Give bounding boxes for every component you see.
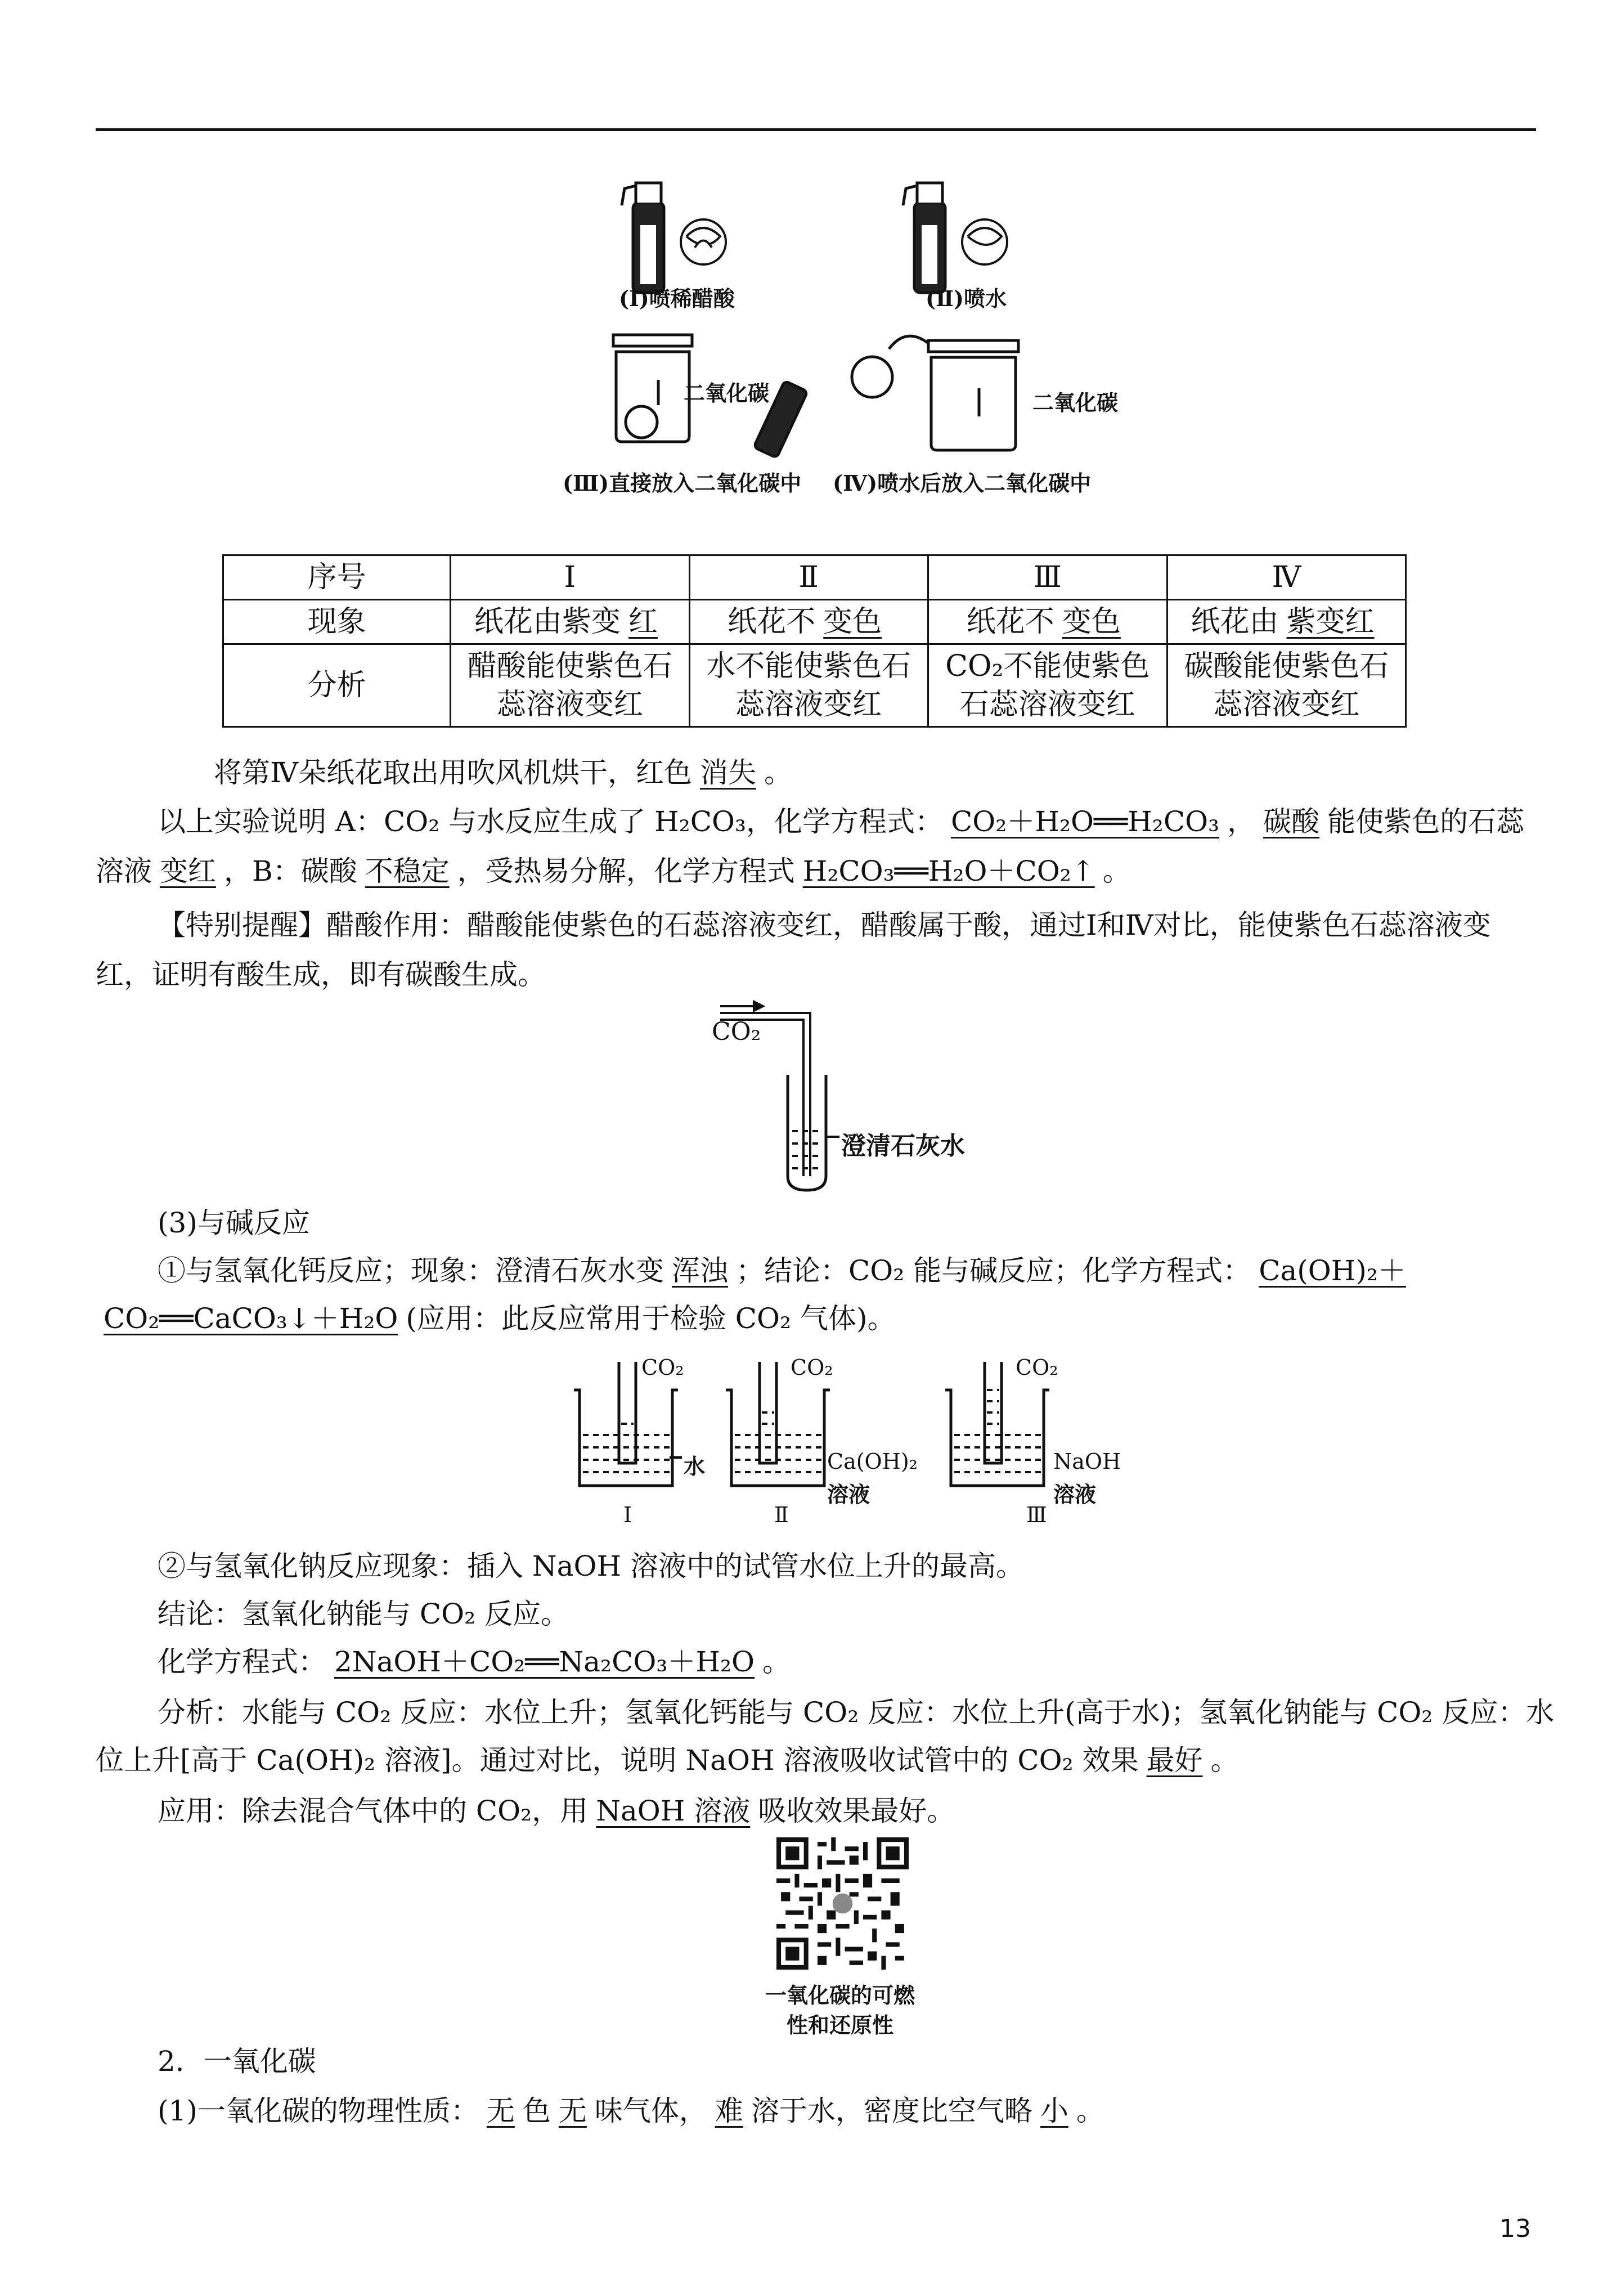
gas-jar-icon	[928, 340, 1018, 450]
answer-text: 浑浊	[672, 1254, 728, 1287]
flower-icon	[681, 219, 726, 264]
cell-text: 纸花由	[1191, 605, 1279, 639]
paragraph: 结论：氢氧化钠能与 CO₂ 反应。	[158, 1598, 569, 1630]
co2-label: CO₂	[791, 1355, 833, 1380]
text: 吸收效果最好。	[758, 1795, 955, 1827]
paragraph	[96, 853, 1131, 890]
arrow-icon	[720, 1002, 763, 1011]
flower-spray-icon	[754, 336, 928, 458]
figure-caption-1: (Ⅰ)喷稀醋酸	[619, 286, 735, 311]
text: (1)一氧化碳的物理性质：	[158, 2095, 479, 2127]
gas-label: 二氧化碳	[1032, 390, 1119, 415]
flower-experiment-figure	[591, 163, 1125, 506]
gas-jar-icon	[613, 335, 692, 442]
text: 色	[522, 2095, 551, 2127]
table-row	[223, 555, 1406, 600]
flower-icon	[962, 219, 1007, 264]
gas-label: 二氧化碳	[684, 380, 770, 406]
answer-text: 变红	[160, 855, 216, 887]
table-cell	[451, 600, 690, 644]
text: 。	[764, 756, 792, 789]
naoh-label: NaOH	[1053, 1449, 1121, 1474]
paragraph	[158, 1643, 791, 1680]
answer-text: CO₂＋H₂O══H₂CO₃	[951, 805, 1220, 838]
caoh2-label: 溶液	[827, 1482, 870, 1507]
spray-bottle-icon	[903, 183, 945, 293]
row-label: 分析	[223, 644, 451, 727]
answer-text: 不稳定	[365, 855, 450, 887]
limewater-label: 澄清石灰水	[841, 1132, 965, 1160]
liquid-dashes	[792, 1131, 821, 1168]
table-cell: CO₂不能使紫色石蕊溶液变红	[928, 644, 1167, 727]
table-header: Ⅱ	[689, 555, 928, 600]
cell-text: 纸花不	[966, 605, 1054, 639]
naoh-label: 溶液	[1053, 1482, 1097, 1507]
text: ；结论：CO₂ 能与碱反应；化学方程式：	[736, 1254, 1251, 1287]
section-heading: (3)与碱反应	[158, 1207, 310, 1239]
paragraph	[96, 1300, 895, 1337]
text: 。	[1102, 855, 1131, 887]
experiment-table	[222, 554, 1407, 728]
section-heading: 2．一氧化碳	[158, 2045, 316, 2078]
answer-text: CO₂══CaCO₃↓＋H₂O	[104, 1302, 398, 1335]
row-label: 现象	[223, 600, 451, 644]
text: 味气体，	[594, 2095, 707, 2127]
text: 溶液	[96, 855, 152, 887]
qr-caption: 一氧化碳的可燃	[765, 1983, 915, 2008]
beaker-icon	[945, 1362, 1049, 1486]
text: ，	[1227, 805, 1256, 838]
text: 以上实验说明 A：CO₂ 与水反应生成了 H₂CO₃，化学方程式：	[158, 805, 944, 838]
text: 位上升[高于 Ca(OH)₂ 溶液]。通过对比，说明 NaOH 溶液吸收试管中的 CO₂ 效果	[96, 1744, 1139, 1777]
text: 将第Ⅳ朵纸花取出用吹风机烘干，红色	[214, 756, 692, 789]
answer-text: 无	[558, 2095, 587, 2127]
answer-text: 红	[628, 605, 658, 639]
answer-text: 消失	[699, 756, 756, 789]
table-row	[223, 600, 1406, 644]
table-cell: 醋酸能使紫色石蕊溶液变红	[451, 644, 690, 727]
page-number: 13	[1499, 2214, 1531, 2243]
answer-text: 碳酸	[1263, 805, 1320, 838]
header-rule	[96, 128, 1536, 131]
paragraph: ②与氢氧化钠反应现象：插入 NaOH 溶液中的试管水位上升的最高。	[158, 1550, 1024, 1582]
qr-code-icon[interactable]	[776, 1837, 909, 1970]
text: 能使紫色的石蕊	[1327, 805, 1525, 838]
table-header: Ⅳ	[1168, 555, 1406, 600]
paragraph	[158, 1792, 955, 1829]
table-header: Ⅰ	[451, 555, 690, 600]
text: 。	[762, 1645, 791, 1678]
co2-label: CO₂	[1016, 1355, 1058, 1380]
text: 应用：除去混合气体中的 CO₂，用	[158, 1795, 589, 1827]
water-label: 水	[684, 1454, 706, 1479]
answer-text: 小	[1040, 2095, 1068, 2127]
text: 。	[1210, 1744, 1239, 1777]
table-cell	[689, 600, 928, 644]
table-cell: 水不能使紫色石蕊溶液变红	[689, 644, 928, 727]
test-tube-icon	[788, 1075, 826, 1190]
text: ，B：碳酸	[224, 855, 357, 887]
co2-label: CO₂	[712, 1017, 761, 1046]
table-header: Ⅲ	[928, 555, 1167, 600]
answer-text: 变色	[823, 605, 882, 639]
beaker-icon	[574, 1362, 682, 1486]
paragraph	[158, 1252, 1414, 1289]
answer-text: H₂CO₃══H₂O＋CO₂↑	[802, 855, 1095, 887]
answer-text: 难	[715, 2095, 743, 2127]
co2-label: CO₂	[641, 1355, 684, 1380]
paragraph	[158, 803, 1524, 840]
figure-caption-3: (Ⅲ)直接放入二氧化碳中	[563, 470, 802, 496]
note-paragraph: 【特别提醒】醋酸作用：醋酸能使紫色的石蕊溶液变红，醋酸属于酸，通过Ⅰ和Ⅳ对比，能使紫色石蕊溶液变红，证明有酸生成，即有碳酸生成。	[96, 909, 1491, 991]
beaker-icon	[726, 1362, 830, 1486]
spray-bottle-icon	[622, 183, 664, 293]
text: 溶于水，密度比空气略	[751, 2095, 1032, 2127]
qr-caption: 性和还原性	[787, 2012, 894, 2038]
text: ，受热易分解，化学方程式	[457, 855, 795, 887]
caoh2-label: Ca(OH)₂	[827, 1449, 918, 1474]
cell-text: 纸花由紫变	[474, 605, 621, 639]
figure-caption-2: (Ⅱ)喷水	[926, 286, 1007, 311]
text: 化学方程式：	[158, 1645, 326, 1678]
paragraph	[96, 1742, 1239, 1779]
text: 。	[1076, 2095, 1104, 2127]
table-cell	[1168, 600, 1406, 644]
figure-caption-4: (Ⅳ)喷水后放入二氧化碳中	[833, 470, 1092, 496]
table-header: 序号	[223, 555, 451, 600]
table-cell: 碳酸能使紫色石蕊溶液变红	[1168, 644, 1406, 727]
answer-text: 最好	[1146, 1744, 1203, 1777]
paragraph	[214, 754, 792, 791]
paragraph: 分析：水能与 CO₂ 反应：水位上升；氢氧化钙能与 CO₂ 反应：水位上升(高于水)；氢氧化钠能与 CO₂ 反应：水	[158, 1696, 1555, 1729]
text: ①与氢氧化钙反应；现象：澄清石灰水变	[158, 1254, 664, 1287]
cell-text: 纸花不	[728, 605, 816, 639]
answer-text: 无	[486, 2095, 515, 2127]
text: (应用：此反应常用于检验 CO₂ 气体)。	[406, 1302, 896, 1335]
answer-text: 2NaOH＋CO₂══Na₂CO₃＋H₂O	[334, 1645, 755, 1678]
table-row	[223, 644, 1406, 727]
answer-text: Ca(OH)₂＋	[1259, 1254, 1406, 1287]
beaker-label: Ⅲ	[1026, 1503, 1047, 1527]
paragraph	[158, 2092, 1104, 2129]
table-cell	[928, 600, 1167, 644]
answer-text: 变色	[1062, 605, 1121, 639]
answer-text: NaOH 溶液	[596, 1795, 751, 1827]
answer-text: 紫变红	[1286, 605, 1375, 639]
beaker-label: Ⅰ	[623, 1503, 632, 1527]
beaker-label: Ⅱ	[774, 1503, 789, 1527]
